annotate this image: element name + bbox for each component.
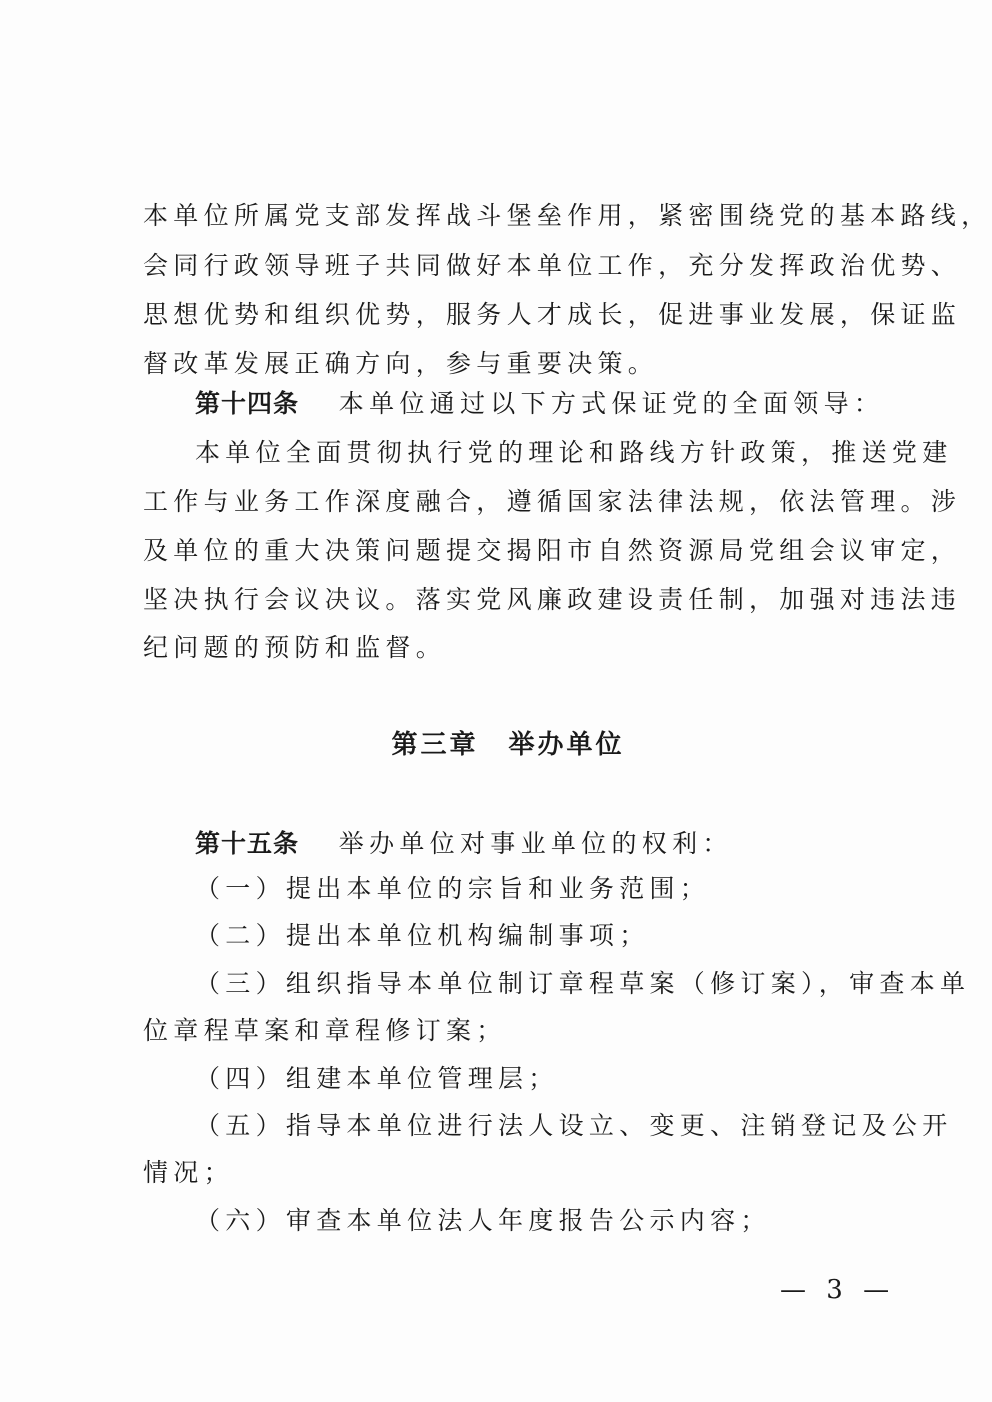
text-line: 工作与业务工作深度融合，遵循国家法律法规，依法管理。涉 <box>143 487 962 516</box>
list-item: 情况； <box>143 1158 234 1187</box>
chapter-heading <box>0 727 992 763</box>
page-number: — 3 — <box>780 1275 896 1305</box>
text-line: 及单位的重大决策问题提交揭阳市自然资源局党组会议审定， <box>143 536 962 565</box>
list-item: 位章程草案和章程修订案； <box>143 1016 507 1045</box>
text-line: 坚决执行会议决议。落实党风廉政建设责任制，加强对违法违 <box>143 585 962 614</box>
list-item: （一）提出本单位的宗旨和业务范围； <box>195 874 711 903</box>
article-15-text: 举办单位对事业单位的权利： <box>338 829 733 858</box>
article-14-heading: 第十四条 <box>195 389 300 418</box>
article-15-heading: 第十五条 <box>195 829 300 858</box>
article-14 <box>195 386 925 422</box>
article-15 <box>195 826 925 862</box>
text-line: 纪问题的预防和监督。 <box>143 633 447 662</box>
list-item: （二）提出本单位机构编制事项； <box>195 921 650 950</box>
list-item: （四）组建本单位管理层； <box>195 1064 559 1093</box>
list-item: （六）审查本单位法人年度报告公示内容； <box>195 1206 771 1235</box>
text-line: 本单位全面贯彻执行党的理论和路线方针政策，推送党建 <box>195 438 953 467</box>
chapter-number: 第三章 <box>391 730 479 760</box>
chapter-title: 举办单位 <box>508 730 625 760</box>
text-line: 督改革发展正确方向，参与重要决策。 <box>143 349 659 378</box>
text-line: 会同行政领导班子共同做好本单位工作，充分发挥政治优势、 <box>143 251 962 280</box>
list-item: （五）指导本单位进行法人设立、变更、注销登记及公开 <box>195 1111 953 1140</box>
list-item: （三）组织指导本单位制订章程草案（修订案），审查本单 <box>195 969 971 998</box>
article-14-text: 本单位通过以下方式保证党的全面领导： <box>338 389 885 418</box>
text-line: 思想优势和组织优势，服务人才成长，促进事业发展，保证监 <box>143 300 962 329</box>
text-line: 本单位所属党支部发挥战斗堡垒作用，紧密围绕党的基本路线， <box>143 201 992 230</box>
